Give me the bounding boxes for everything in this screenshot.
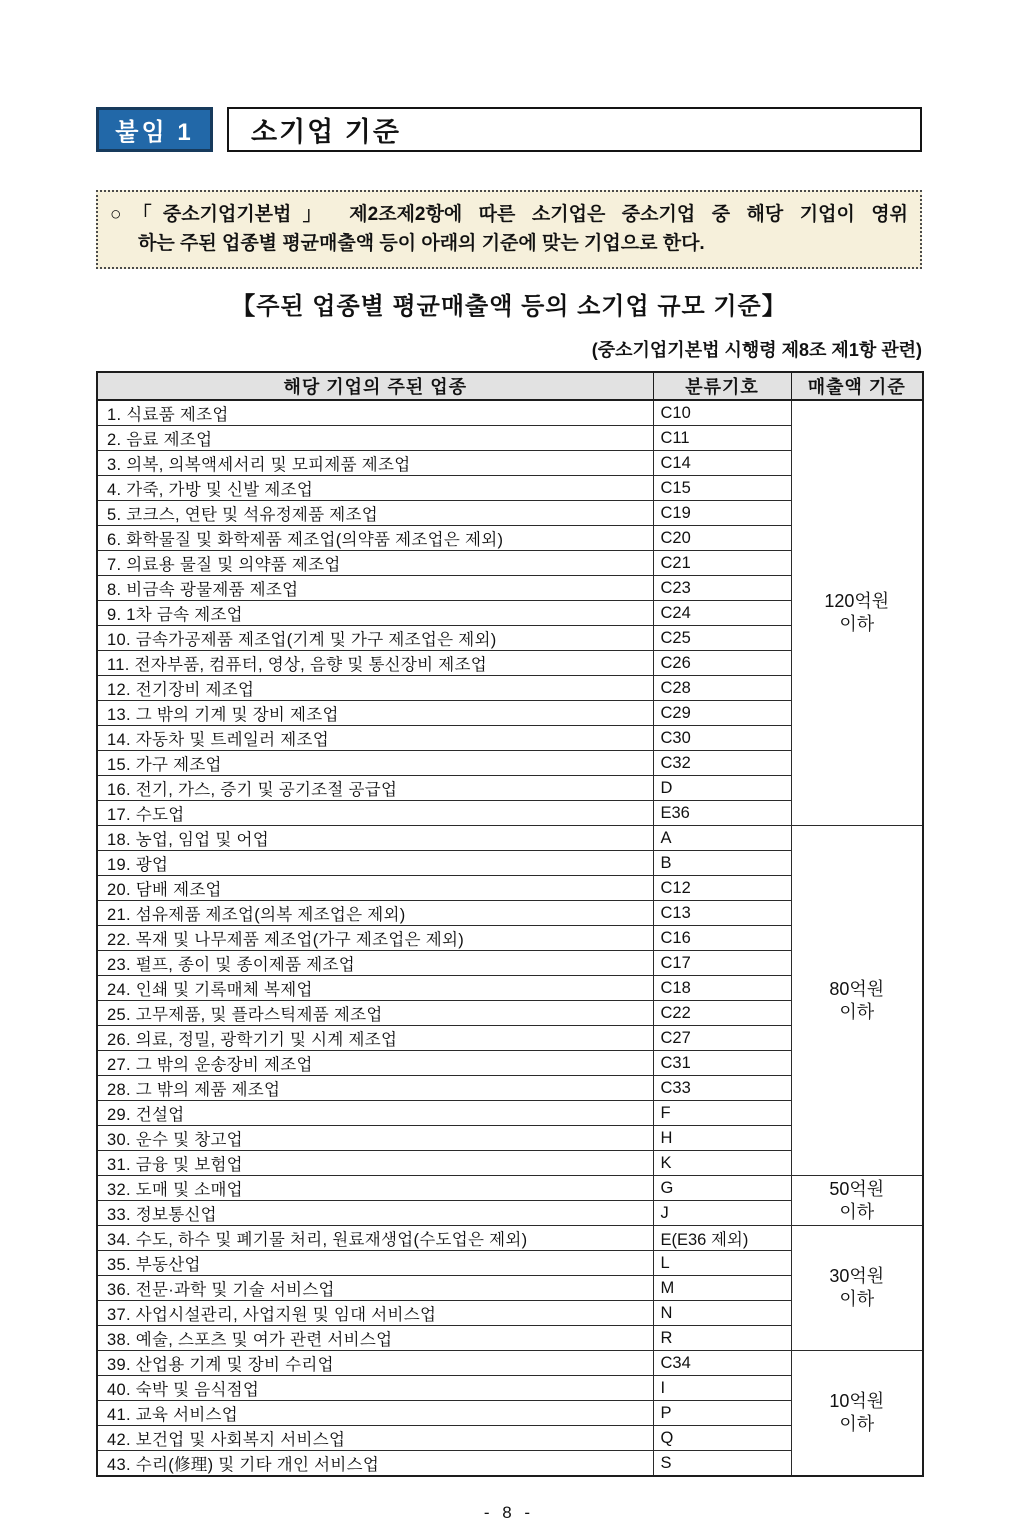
industry-cell: 29. 건설업 (97, 1101, 653, 1126)
industry-cell: 19. 광업 (97, 851, 653, 876)
revenue-suffix: 이하 (839, 1001, 875, 1022)
revenue-suffix: 이하 (839, 614, 875, 634)
code-cell: B (653, 851, 791, 876)
code-cell: M (653, 1276, 791, 1301)
industry-cell: 10. 금속가공제품 제조업(기계 및 가구 제조업은 제외) (97, 626, 653, 651)
code-cell: C21 (653, 551, 791, 576)
note-text-line-1: ○「중소기업기본법」 제2조제2항에 따른 소기업은 중소기업 중 해당 기업이 영위 (110, 204, 908, 225)
code-cell: J (653, 1201, 791, 1226)
industry-cell: 22. 목재 및 나무제품 제조업(가구 제조업은 제외) (97, 926, 653, 951)
code-cell: L (653, 1251, 791, 1276)
industry-cell: 42. 보건업 및 사회복지 서비스업 (97, 1426, 653, 1451)
industry-cell: 8. 비금속 광물제품 제조업 (97, 576, 653, 601)
revenue-standard-cell (791, 1226, 923, 1351)
code-cell: C33 (653, 1076, 791, 1101)
code-cell: G (653, 1176, 791, 1201)
industry-cell: 32. 도매 및 소매업 (97, 1176, 653, 1201)
revenue-standard-cell (791, 1351, 923, 1477)
code-cell: C28 (653, 676, 791, 701)
code-cell: C16 (653, 926, 791, 951)
industry-cell: 24. 인쇄 및 기록매체 복제업 (97, 976, 653, 1001)
section-title: 【주된 업종별 평균매출액 등의 소기업 규모 기준】 (231, 293, 787, 320)
code-cell: P (653, 1401, 791, 1426)
industry-cell: 7. 의료용 물질 및 의약품 제조업 (97, 551, 653, 576)
revenue-amount: 50억원 (829, 1178, 885, 1199)
industry-cell: 28. 그 밖의 제품 제조업 (97, 1076, 653, 1101)
header-industry-column: 해당 기업의 주된 업종 (97, 372, 653, 400)
legal-reference: (중소기업기본법 시행령 제8조 제1항 관련) (591, 340, 922, 360)
revenue-standard-cell (791, 400, 923, 826)
code-cell: R (653, 1326, 791, 1351)
table-row (97, 400, 923, 426)
industry-cell: 6. 화학물질 및 화학제품 제조업(의약품 제조업은 제외) (97, 526, 653, 551)
industry-cell: 34. 수도, 하수 및 폐기물 처리, 원료재생업(수도업은 제외) (97, 1226, 653, 1251)
code-cell: C20 (653, 526, 791, 551)
table-row (97, 1226, 923, 1251)
code-cell: C15 (653, 476, 791, 501)
industry-cell: 43. 수리(修理) 및 기타 개인 서비스업 (97, 1451, 653, 1477)
industry-cell: 2. 음료 제조업 (97, 426, 653, 451)
industry-cell: 18. 농업, 임업 및 어업 (97, 826, 653, 851)
industry-cell: 5. 코크스, 연탄 및 석유정제품 제조업 (97, 501, 653, 526)
page-number: - 8 - (483, 1503, 535, 1522)
industry-cell: 31. 금융 및 보험업 (97, 1151, 653, 1176)
industry-cell: 26. 의료, 정밀, 광학기기 및 시계 제조업 (97, 1026, 653, 1051)
industry-cell: 25. 고무제품, 및 플라스틱제품 제조업 (97, 1001, 653, 1026)
industry-cell: 15. 가구 제조업 (97, 751, 653, 776)
industry-cell: 16. 전기, 가스, 증기 및 공기조절 공급업 (97, 776, 653, 801)
industry-cell: 23. 펄프, 종이 및 종이제품 제조업 (97, 951, 653, 976)
industry-cell: 1. 식료품 제조업 (97, 400, 653, 426)
code-cell: A (653, 826, 791, 851)
code-cell: C18 (653, 976, 791, 1001)
code-cell: C26 (653, 651, 791, 676)
code-cell: C27 (653, 1026, 791, 1051)
industry-cell: 39. 산업용 기계 및 장비 수리업 (97, 1351, 653, 1376)
industry-cell: 4. 가죽, 가방 및 신발 제조업 (97, 476, 653, 501)
table-row (97, 1351, 923, 1376)
table-row (97, 826, 923, 851)
revenue-standard-cell (791, 826, 923, 1176)
code-cell: D (653, 776, 791, 801)
industry-cell: 3. 의복, 의복액세서리 및 모피제품 제조업 (97, 451, 653, 476)
code-cell: C32 (653, 751, 791, 776)
code-cell: Q (653, 1426, 791, 1451)
industry-cell: 14. 자동차 및 트레일러 제조업 (97, 726, 653, 751)
code-cell: C13 (653, 901, 791, 926)
revenue-standard-cell (791, 1176, 923, 1226)
revenue-suffix: 이하 (839, 1414, 875, 1434)
revenue-amount: 10억원 (829, 1391, 885, 1411)
revenue-amount: 120억원 (824, 591, 890, 611)
code-cell: C19 (653, 501, 791, 526)
industry-cell: 27. 그 밖의 운송장비 제조업 (97, 1051, 653, 1076)
code-cell: N (653, 1301, 791, 1326)
code-cell: I (653, 1376, 791, 1401)
code-cell: H (653, 1126, 791, 1151)
industry-cell: 20. 담배 제조업 (97, 876, 653, 901)
code-cell: C11 (653, 426, 791, 451)
industry-cell: 41. 교육 서비스업 (97, 1401, 653, 1426)
page-title: 소기업 기준 (227, 107, 922, 152)
industry-cell: 38. 예술, 스포츠 및 여가 관련 서비스업 (97, 1326, 653, 1351)
code-cell: C23 (653, 576, 791, 601)
industry-cell: 21. 섬유제품 제조업(의복 제조업은 제외) (97, 901, 653, 926)
revenue-amount: 30억원 (829, 1266, 885, 1286)
note-text-line-2: 하는 주된 업종별 평균매출액 등이 아래의 기준에 맞는 기업으로 한다. (138, 233, 705, 254)
code-cell: C29 (653, 701, 791, 726)
code-cell: F (653, 1101, 791, 1126)
code-cell: S (653, 1451, 791, 1477)
code-cell: C14 (653, 451, 791, 476)
code-cell: E36 (653, 801, 791, 826)
industry-cell: 33. 정보통신업 (97, 1201, 653, 1226)
industry-cell: 12. 전기장비 제조업 (97, 676, 653, 701)
code-cell: C24 (653, 601, 791, 626)
industry-cell: 40. 숙박 및 음식점업 (97, 1376, 653, 1401)
industry-cell: 11. 전자부품, 컴퓨터, 영상, 음향 및 통신장비 제조업 (97, 651, 653, 676)
code-cell: C17 (653, 951, 791, 976)
industry-cell: 17. 수도업 (97, 801, 653, 826)
code-cell: E(E36 제외) (653, 1226, 791, 1251)
revenue-suffix: 이하 (839, 1201, 875, 1222)
industry-cell: 30. 운수 및 창고업 (97, 1126, 653, 1151)
industry-cell: 9. 1차 금속 제조업 (97, 601, 653, 626)
code-cell: C22 (653, 1001, 791, 1026)
code-cell: C34 (653, 1351, 791, 1376)
attachment-badge: 붙임 1 (96, 107, 213, 152)
industry-classification-table (96, 371, 924, 1477)
code-cell: K (653, 1151, 791, 1176)
header-revenue-column: 매출액 기준 (791, 372, 923, 400)
table-row (97, 1176, 923, 1201)
revenue-amount: 80억원 (829, 978, 885, 999)
table-header-row (97, 372, 923, 400)
code-cell: C30 (653, 726, 791, 751)
industry-cell: 36. 전문·과학 및 기술 서비스업 (97, 1276, 653, 1301)
industry-cell: 13. 그 밖의 기계 및 장비 제조업 (97, 701, 653, 726)
header-code-column: 분류기호 (653, 372, 791, 400)
code-cell: C31 (653, 1051, 791, 1076)
table-body (97, 400, 923, 1476)
code-cell: C10 (653, 400, 791, 426)
industry-cell: 35. 부동산업 (97, 1251, 653, 1276)
code-cell: C25 (653, 626, 791, 651)
note-box (96, 190, 922, 269)
industry-cell: 37. 사업시설관리, 사업지원 및 임대 서비스업 (97, 1301, 653, 1326)
revenue-suffix: 이하 (839, 1289, 875, 1309)
code-cell: C12 (653, 876, 791, 901)
document-header (96, 107, 922, 152)
